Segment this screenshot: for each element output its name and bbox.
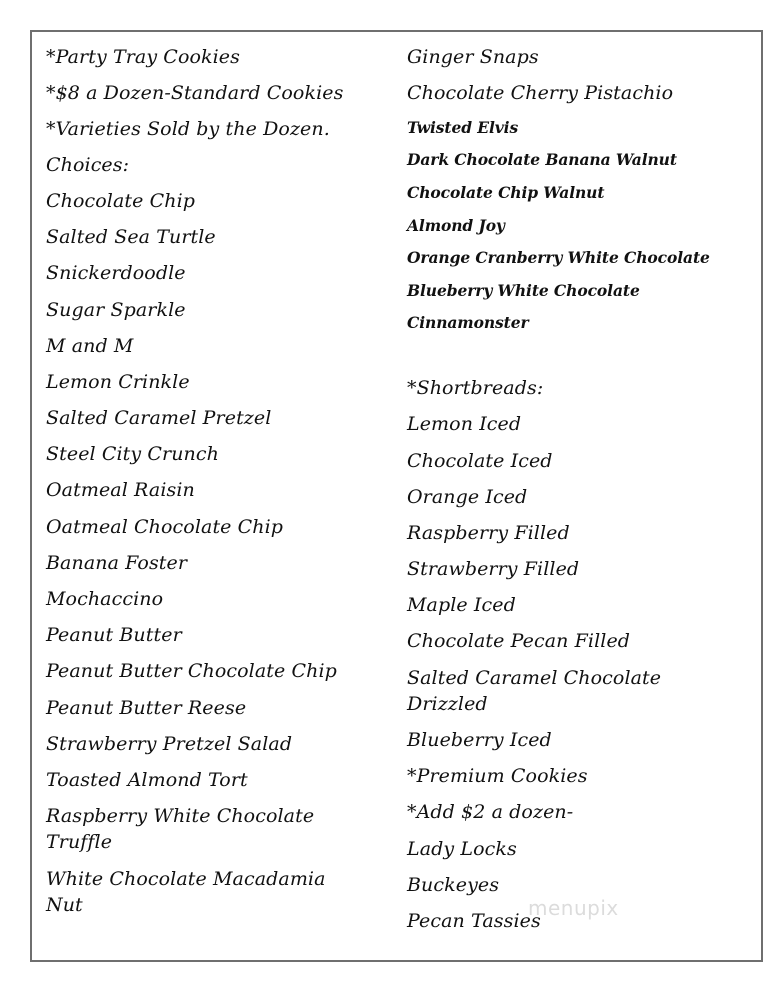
menu-item: Maple Iced xyxy=(407,594,516,616)
menu-item: Lady Locks xyxy=(407,838,517,860)
menu-item: Salted Caramel Chocolate Drizzled xyxy=(407,667,662,715)
menu-item: Chocolate Iced xyxy=(407,450,553,472)
menu-item: Cinnamonster xyxy=(407,313,529,332)
menu-item: Salted Caramel Pretzel xyxy=(46,407,272,429)
menu-item: Orange Iced xyxy=(407,486,528,508)
menu-item: Steel City Crunch xyxy=(46,443,219,465)
menu-item: Almond Joy xyxy=(407,216,505,235)
menu-item: Snickerdoodle xyxy=(46,262,186,284)
menu-item: Chocolate Chip xyxy=(46,190,196,212)
menu-item: Chocolate Pecan Filled xyxy=(407,630,631,652)
menu-item: Chocolate Cherry Pistachio xyxy=(407,82,674,104)
menu-item: Raspberry White Chocolate Truffle xyxy=(46,805,315,853)
menu-item: Blueberry White Chocolate xyxy=(407,281,640,300)
menu-item: Banana Foster xyxy=(46,552,188,574)
menu-item: Peanut Butter Chocolate Chip xyxy=(46,660,337,682)
menu-item: Buckeyes xyxy=(407,874,500,896)
menu-item: *$8 a Dozen-Standard Cookies xyxy=(46,82,344,104)
menu-item: White Chocolate Macadamia Nut xyxy=(46,868,326,916)
menu-note: *Add $2 a dozen- xyxy=(407,801,574,823)
menu-item: Lemon Iced xyxy=(407,413,522,435)
menu-item: Strawberry Filled xyxy=(407,558,580,580)
menu-item: Pecan Tassies xyxy=(407,910,541,932)
menu-item: Sugar Sparkle xyxy=(46,299,186,321)
menu-item: Toasted Almond Tort xyxy=(46,769,248,791)
menu-item: *Party Tray Cookies xyxy=(46,46,241,68)
menu-item: Lemon Crinkle xyxy=(46,371,190,393)
menu-heading: *Shortbreads: xyxy=(407,377,544,399)
menu-item: Oatmeal Chocolate Chip xyxy=(46,516,284,538)
menu-item: Chocolate Chip Walnut xyxy=(407,183,605,202)
menu-item: Peanut Butter Reese xyxy=(46,697,247,719)
menu-item: *Varieties Sold by the Dozen. xyxy=(46,118,330,140)
menu-item: M and M xyxy=(46,335,134,357)
menu-heading: *Premium Cookies xyxy=(407,765,588,787)
menu-item: Salted Sea Turtle xyxy=(46,226,216,248)
menu-heading: Choices: xyxy=(46,154,130,176)
menu-item: Raspberry Filled xyxy=(407,522,570,544)
menu-item: Oatmeal Raisin xyxy=(46,479,195,501)
menu-item: Ginger Snaps xyxy=(407,46,539,68)
menu-item: Mochaccino xyxy=(46,588,164,610)
menu-item: Dark Chocolate Banana Walnut xyxy=(407,150,677,169)
menu-item: Peanut Butter xyxy=(46,624,182,646)
menu-item: Orange Cranberry White Chocolate xyxy=(407,248,710,267)
menu-item: Blueberry Iced xyxy=(407,729,552,751)
menu-item: Twisted Elvis xyxy=(407,118,519,137)
menu-item: Strawberry Pretzel Salad xyxy=(46,733,293,755)
menupix-watermark: menupix xyxy=(528,896,619,920)
